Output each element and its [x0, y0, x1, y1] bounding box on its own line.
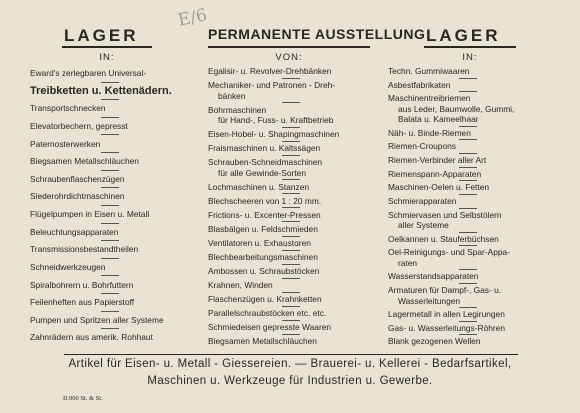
right-item-line: Riemen-Verbinder aller Art: [388, 155, 487, 166]
middle-item-line: Mechaniker- und Patronen - Dreh-: [208, 80, 336, 91]
item-separator: [101, 82, 119, 83]
middle-item-line: Parallelschraubstöcken etc. etc.: [208, 307, 327, 318]
item-separator: [282, 207, 300, 208]
item-separator: [101, 293, 119, 294]
middle-heading-rule: [208, 46, 370, 48]
middle-item-line: Fraismaschinen u. Kaltssägen: [208, 143, 321, 154]
left-item-line: Siederohrdichtmaschinen: [30, 191, 125, 202]
item-separator: [282, 334, 300, 335]
item-separator: [101, 311, 119, 312]
right-item-line: Asbestfabrikaten: [388, 79, 451, 90]
middle-item-line: Ambossen u. Schraubstöcken: [208, 265, 320, 276]
middle-subheading: VON:: [275, 52, 303, 63]
item-separator: [459, 208, 477, 209]
item-separator: [282, 141, 300, 142]
item-separator: [459, 194, 477, 195]
item-separator: [101, 275, 119, 276]
middle-item-line: für Hand-, Fuss- u. Kraftbetrieb: [218, 115, 334, 126]
middle-item-line: Eisen-Hobel- u. Shapingmaschinen: [208, 129, 340, 140]
item-separator: [101, 117, 119, 118]
item-separator: [101, 240, 119, 241]
right-item-line: Lagermetall in allen Legirungen: [388, 309, 505, 320]
printer-mark: II.900 St. & St.: [63, 395, 103, 402]
left-item-line: Transportschnecken: [30, 103, 106, 114]
bottom-rule: [64, 354, 518, 355]
left-item-line: Spiralbohrern u. Bohrfuttern: [30, 279, 134, 290]
right-item-line: aller Systeme: [398, 220, 449, 231]
middle-item-line: für alle Gewinde-Sorten: [218, 167, 306, 178]
middle-item-line: Schmiedeisen gepresste Waaren: [208, 321, 332, 332]
item-separator: [282, 127, 300, 128]
middle-heading: PERMANENTE AUSSTELLUNG: [208, 26, 426, 42]
item-separator: [459, 180, 477, 181]
item-separator: [459, 91, 477, 92]
middle-item-line: Frictions- u. Excenter-Pressen: [208, 209, 321, 220]
item-separator: [459, 139, 477, 140]
item-separator: [282, 236, 300, 237]
right-item-line: Wasserleitungen: [398, 295, 461, 306]
item-separator: [282, 250, 300, 251]
item-separator: [101, 170, 119, 171]
item-separator: [101, 258, 119, 259]
item-separator: [282, 264, 300, 265]
left-item-line: Schraubenflaschenzügen: [30, 173, 125, 184]
item-separator: [282, 155, 300, 156]
item-separator: [282, 292, 300, 293]
pencil-note: E/6: [176, 5, 209, 31]
right-item-line: Oelkannen u. Stauferbüchsen: [388, 233, 499, 244]
middle-item-line: Lochmaschinen u. Stanzen: [208, 181, 310, 192]
left-heading: LAGER: [64, 26, 139, 45]
middle-item-line: Krahnen, Winden: [208, 279, 273, 290]
right-heading: LAGER: [426, 26, 501, 45]
right-item-line: aus Leder, Baumwolle, Gummi,: [398, 103, 515, 114]
right-item-line: Schmiervasen und Selbstölern: [388, 209, 502, 220]
item-separator: [282, 78, 300, 79]
item-separator: [282, 193, 300, 194]
left-item-line: Treibketten u. Kettenädern.: [30, 84, 172, 97]
middle-item-line: Bohrmaschinen: [208, 104, 267, 115]
bottom-line-2: Maschinen u. Werkzeuge für Industrien u. Gewerbe.: [147, 375, 433, 387]
middle-item-line: Schrauben-Schneidmaschinen: [208, 157, 323, 168]
right-item-line: Riemen-Croupons: [388, 141, 456, 152]
item-separator: [459, 269, 477, 270]
left-item-line: Schneidwerkzeugen: [30, 261, 106, 272]
right-item-line: Maschinen-Oelen u. Fetten: [388, 182, 490, 193]
middle-item-line: Blasbälgen u. Feldschmieden: [208, 223, 318, 234]
item-separator: [459, 167, 477, 168]
item-separator: [101, 99, 119, 100]
item-separator: [459, 153, 477, 154]
middle-item-line: bänken: [218, 90, 246, 101]
item-separator: [101, 152, 119, 153]
left-item-line: Feilenheften aus Papierstoff: [30, 297, 135, 308]
right-heading-rule: [424, 46, 516, 48]
right-item-line: Riemenspann-Apparaten: [388, 168, 482, 179]
middle-item-line: Flaschenzügen u. Krahnketten: [208, 293, 322, 304]
middle-item-line: Egalisir- u. Revolver-Drehbänken: [208, 66, 332, 76]
item-separator: [459, 283, 477, 284]
item-separator: [459, 307, 477, 308]
item-separator: [282, 278, 300, 279]
left-item-line: Beleuchtungsapparaten: [30, 226, 119, 237]
left-heading-rule: [62, 46, 152, 48]
right-item-line: Wasserstandsapparaten: [388, 271, 479, 282]
right-item-line: Oel-Reinigungs- und Spar-Appa-: [388, 247, 510, 258]
left-subheading: IN:: [99, 52, 115, 63]
right-item-line: raten: [398, 257, 418, 268]
left-item-line: Zahnrädern aus amerik. Rohhaut: [30, 332, 153, 343]
middle-item-line: Ventilatoren u. Exhaustoren: [208, 237, 311, 248]
middle-item-line: Biegsamen Metallschläuchen: [208, 335, 317, 346]
item-separator: [459, 126, 477, 127]
right-item-line: Armaturen für Dampf-, Gas- u.: [388, 285, 502, 296]
bottom-line-1: Artikel für Eisen- u. Metall - Giessereien. — Brauerei- u. Kellerei - Bedarfsartikel,: [68, 358, 512, 370]
item-separator: [282, 102, 300, 103]
left-item-line: Elevatorbechern, gepresst: [30, 120, 128, 131]
item-separator: [101, 223, 119, 224]
item-separator: [459, 232, 477, 233]
left-item-line: Pumpen und Spritzen aller Systeme: [30, 314, 164, 325]
left-item-line: Paternosterwerken: [30, 138, 101, 149]
item-separator: [459, 321, 477, 322]
left-item-line: Eward's zerlegbaren Universal-: [30, 68, 147, 78]
item-separator: [459, 334, 477, 335]
right-item-line: Gas- u. Wasserleitungs-Röhren: [388, 322, 505, 333]
item-separator: [282, 179, 300, 180]
left-item-line: Transmissionsbestandtheilen: [30, 244, 139, 255]
right-item-line: Näh- u. Binde-Riemen: [388, 127, 471, 138]
item-separator: [101, 187, 119, 188]
item-separator: [282, 306, 300, 307]
right-item-line: Techn. Gummiwaaren: [388, 66, 470, 76]
middle-item-line: Blechbearbeitungsmaschinen: [208, 251, 318, 262]
item-separator: [101, 328, 119, 329]
item-separator: [282, 221, 300, 222]
middle-item-line: Blechscheeren von 1 : 20 mm.: [208, 195, 322, 206]
item-separator: [101, 205, 119, 206]
item-separator: [282, 320, 300, 321]
right-item-line: Balata u. Kameelhaar: [398, 114, 479, 125]
left-item-line: Flügelpumpen in Eisen u. Metall: [30, 209, 150, 219]
item-separator: [459, 78, 477, 79]
right-subheading: IN:: [462, 52, 478, 63]
right-item-line: Maschinentreibriemen: [388, 93, 471, 104]
right-item-line: Schmierapparaten: [388, 195, 457, 206]
right-item-line: Blank gezogenen Wellen: [388, 336, 481, 347]
item-separator: [459, 245, 477, 246]
item-separator: [101, 134, 119, 135]
left-item-line: Biegsamen Metallschläuchen: [30, 156, 139, 167]
